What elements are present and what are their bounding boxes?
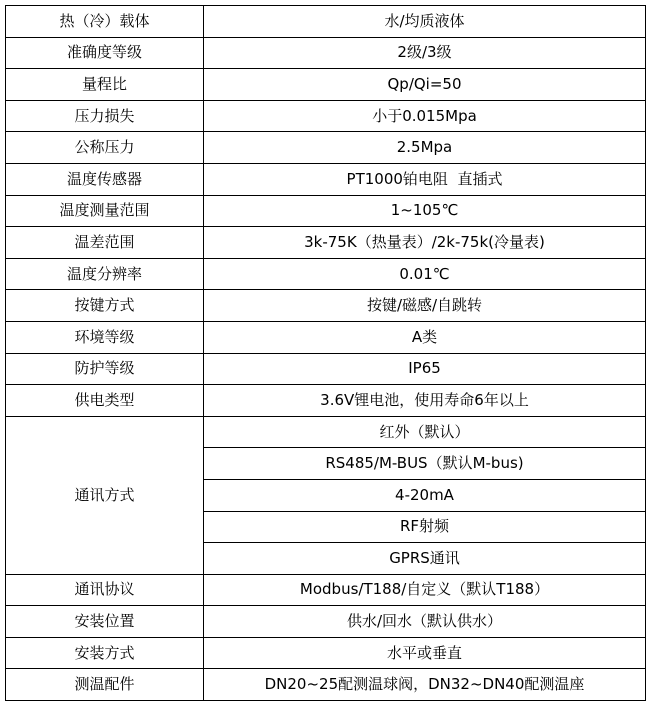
table-row	[6, 321, 646, 353]
table-row	[6, 37, 646, 69]
table-row	[6, 669, 646, 701]
table-row	[6, 574, 646, 606]
row-value: 按键/磁感/自跳转	[204, 290, 646, 322]
row-label: 安装位置	[6, 606, 204, 638]
row-label: 供电类型	[6, 385, 204, 417]
row-label: 按键方式	[6, 290, 204, 322]
table-row	[6, 637, 646, 669]
row-label: 防护等级	[6, 353, 204, 385]
spec-table	[5, 5, 646, 701]
row-label: 量程比	[6, 69, 204, 101]
row-value: DN20~25配测温球阀，DN32~DN40配测温座	[204, 669, 646, 701]
table-row	[6, 100, 646, 132]
communication-option: RS485/M-BUS（默认M-bus)	[204, 448, 646, 480]
table-row	[6, 163, 646, 195]
row-value: 0.01℃	[204, 258, 646, 290]
row-label: 温度传感器	[6, 163, 204, 195]
row-label: 测温配件	[6, 669, 204, 701]
row-label: 环境等级	[6, 321, 204, 353]
table-row	[6, 353, 646, 385]
row-value: 供水/回水（默认供水）	[204, 606, 646, 638]
row-label: 温度分辨率	[6, 258, 204, 290]
row-value: 2.5Mpa	[204, 132, 646, 164]
row-value: 水/均质液体	[204, 6, 646, 38]
row-value: 3.6V锂电池，使用寿命6年以上	[204, 385, 646, 417]
table-row	[6, 258, 646, 290]
table-row	[6, 132, 646, 164]
row-value: 小于0.015Mpa	[204, 100, 646, 132]
table-row	[6, 6, 646, 38]
communication-option: GPRS通讯	[204, 543, 646, 575]
row-value: 3k-75K（热量表）/2k-75k(冷量表)	[204, 227, 646, 259]
table-row	[6, 227, 646, 259]
communication-option: 红外（默认）	[204, 416, 646, 448]
communication-label: 通讯方式	[6, 416, 204, 574]
row-value: PT1000铂电阻 直插式	[204, 163, 646, 195]
communication-option: RF射频	[204, 511, 646, 543]
row-label: 通讯协议	[6, 574, 204, 606]
row-value: IP65	[204, 353, 646, 385]
table-row	[6, 69, 646, 101]
row-value: A类	[204, 321, 646, 353]
row-label: 公称压力	[6, 132, 204, 164]
row-label: 压力损失	[6, 100, 204, 132]
row-value: Qp/Qi=50	[204, 69, 646, 101]
table-row	[6, 385, 646, 417]
row-value: 2级/3级	[204, 37, 646, 69]
row-value: 1~105℃	[204, 195, 646, 227]
table-row	[6, 606, 646, 638]
table-row	[6, 195, 646, 227]
row-label: 热（冷）载体	[6, 6, 204, 38]
row-value: 水平或垂直	[204, 637, 646, 669]
communication-option: 4-20mA	[204, 479, 646, 511]
table-row	[6, 290, 646, 322]
table-row	[6, 416, 646, 448]
row-label: 温度测量范围	[6, 195, 204, 227]
row-label: 安装方式	[6, 637, 204, 669]
row-label: 准确度等级	[6, 37, 204, 69]
row-label: 温差范围	[6, 227, 204, 259]
row-value: Modbus/T188/自定义（默认T188）	[204, 574, 646, 606]
